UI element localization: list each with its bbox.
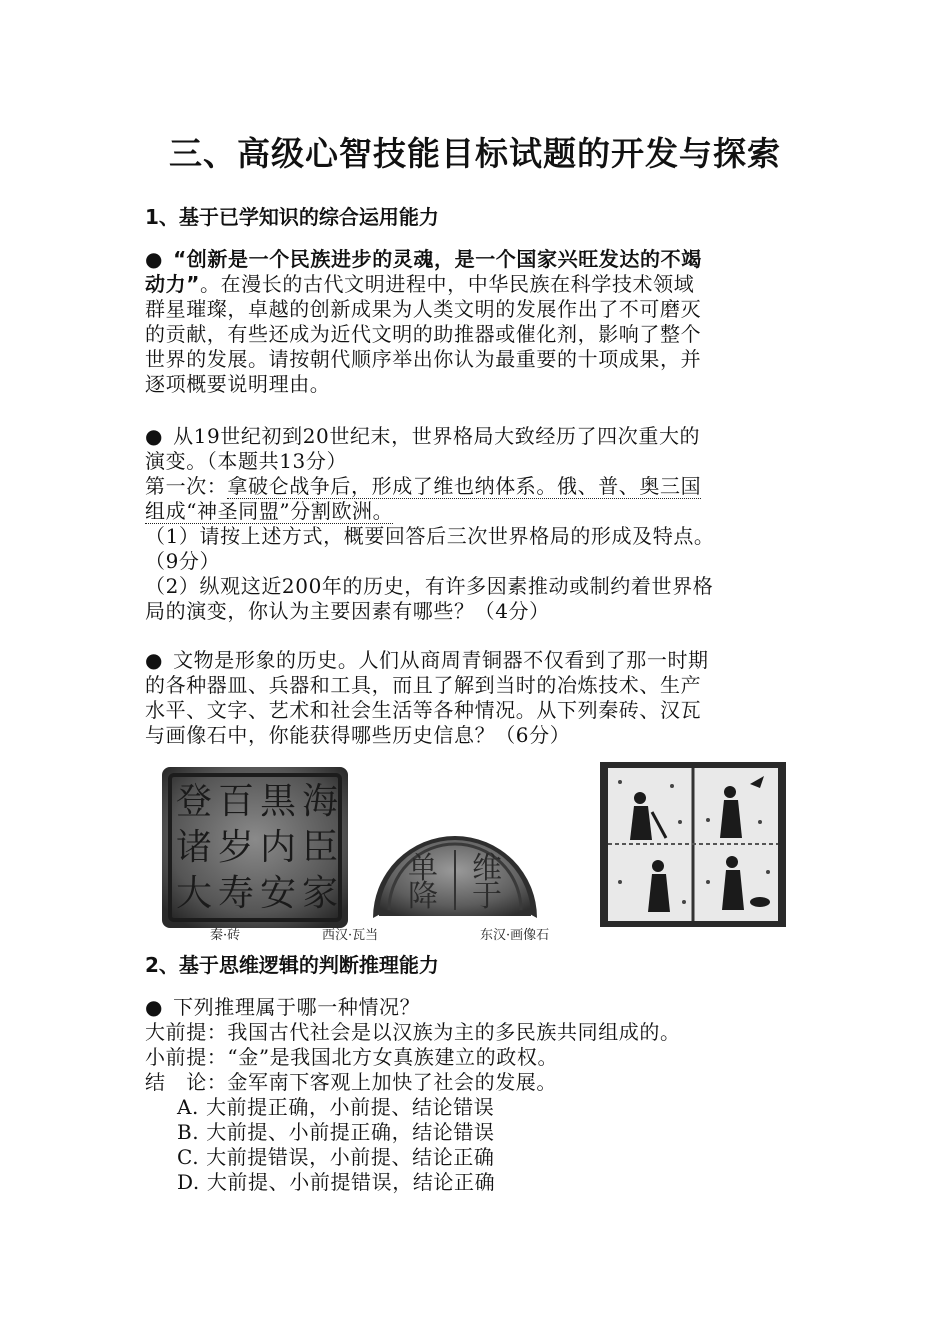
svg-text:单: 单 bbox=[408, 851, 438, 886]
svg-text:于: 于 bbox=[472, 879, 502, 914]
minor-premise: 小前提：“金”是我国北方女真族建立的政权。 bbox=[145, 1045, 559, 1069]
page-title: 三、高级心智技能目标试题的开发与探索 bbox=[169, 134, 781, 173]
bullet-icon: ● bbox=[145, 247, 164, 271]
bullet-icon: ● bbox=[145, 424, 164, 448]
svg-text:百: 百 bbox=[217, 781, 255, 822]
caption-han-tile: 西汉·瓦当 bbox=[322, 928, 379, 943]
svg-text:诸: 诸 bbox=[175, 827, 213, 868]
svg-text:大: 大 bbox=[175, 873, 213, 914]
option-a[interactable]: A. 大前提正确，小前提、结论错误 bbox=[177, 1095, 495, 1119]
qin-brick-image bbox=[160, 765, 350, 930]
caption-qin-brick: 秦·砖 bbox=[210, 928, 241, 943]
svg-text:降: 降 bbox=[408, 879, 438, 914]
svg-text:臣: 臣 bbox=[301, 827, 339, 868]
option-b[interactable]: B. 大前提、小前提正确，结论错误 bbox=[177, 1120, 495, 1144]
svg-text:岁: 岁 bbox=[217, 827, 255, 868]
conclusion: 结 论：金军南下客观上加快了社会的发展。 bbox=[145, 1070, 557, 1094]
major-premise: 大前提：我国古代社会是以汉族为主的多民族共同组成的。 bbox=[145, 1020, 681, 1044]
svg-text:登: 登 bbox=[175, 781, 213, 822]
section-1-heading: 1、基于已学知识的综合运用能力 bbox=[145, 205, 439, 229]
option-d[interactable]: D. 大前提、小前提错误，结论正确 bbox=[177, 1170, 496, 1194]
svg-text:内: 内 bbox=[259, 827, 297, 868]
svg-text:维: 维 bbox=[472, 851, 502, 886]
question-syllogism: ● 下列推理属于哪一种情况？ 大前提：我国古代社会是以汉族为主的多民族共同组成的。 小前提：“金”是我国北方女真族建立的政权。 结 论：金军南下客观上加快了社会的发展。 A. 大前提正确，小前提、结论错误 B. 大前提、小前提正确，结论错误 C. 大前提错误，小前提、结论正确 D. 大前提、小前提错误，结论正确 bbox=[145, 995, 810, 1195]
svg-text:黒: 黒 bbox=[259, 781, 297, 822]
bullet-icon: ● bbox=[145, 648, 164, 672]
han-relief-stone-image bbox=[600, 762, 786, 927]
question-world-order: ● 从19世纪初到20世纪末，世界格局大致经历了四次重大的 演变。（本题共13分） 第一次：拿破仑战争后，形成了维也纳体系。俄、普、奥三国 组成“神圣同盟”分割欧洲。 （1）请按上述方式，概要回答后三次世界格局的形成及特点。 （9分） （2）纵观这近200年的历史，有许多因素推动或制约着世界格 局的演变，你认为主要因素有哪些？（4分） bbox=[145, 424, 715, 623]
caption-han-relief-stone: 东汉·画像石 bbox=[480, 928, 550, 943]
bullet-icon: ● bbox=[145, 995, 164, 1019]
svg-text:海: 海 bbox=[301, 781, 339, 822]
question-artifacts: ● 文物是形象的历史。人们从商周青铜器不仅看到了那一时期 的各种器皿、兵器和工具，而且了解到当时的冶炼技术、生产 水平、文字、艺术和社会生活等各种情况。从下列秦砖、汉瓦 与画像石中，你能获得哪些历史信息？（6分） bbox=[145, 648, 709, 747]
svg-text:安: 安 bbox=[259, 873, 297, 914]
han-tile-image bbox=[365, 778, 545, 928]
svg-text:寿: 寿 bbox=[217, 873, 255, 914]
section-2-heading: 2、基于思维逻辑的判断推理能力 bbox=[145, 953, 439, 977]
option-c[interactable]: C. 大前提错误，小前提、结论正确 bbox=[177, 1145, 495, 1169]
svg-text:家: 家 bbox=[301, 873, 339, 914]
question-innovation: ● “创新是一个民族进步的灵魂，是一个国家兴旺发达的不竭 动力”。在漫长的古代文明进程中，中华民族在科学技术领域 群星璀璨，卓越的创新成果为人类文明的发展作出了不可磨灭 的贡献，有些还成为近代文明的助推器或催化剂，影响了整个 世界的发展。请按朝代顺序举出你认为最重要的十项成果，并 逐项概要说明理由。 bbox=[145, 247, 702, 396]
